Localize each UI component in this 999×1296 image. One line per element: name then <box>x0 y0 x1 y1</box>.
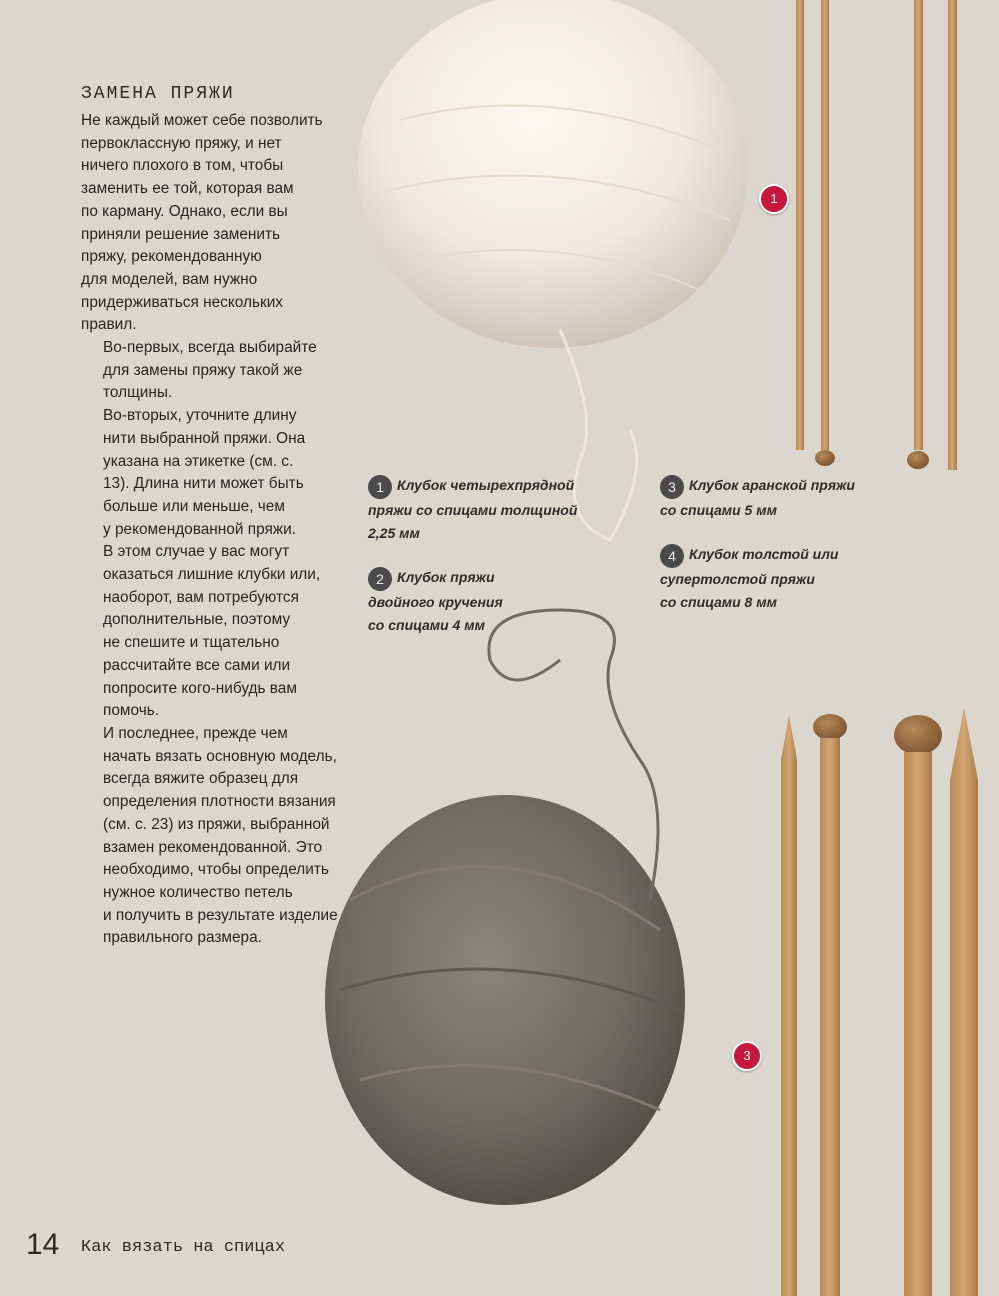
text-line: заменить ее той, которая вам <box>81 180 294 198</box>
caption-line <box>368 474 577 499</box>
article-paragraph <box>81 110 353 337</box>
thin-needles <box>796 0 957 470</box>
text-line: и получить в результате изделие <box>103 906 338 924</box>
text-line: Во-вторых, уточните длину <box>103 407 297 425</box>
text-line: рассчитайте все сами или <box>103 656 291 674</box>
caption-text: Клубок толстой или <box>689 546 839 562</box>
caption-number-badge: 1 <box>368 475 392 499</box>
text-line: нужное количество петель <box>103 883 293 901</box>
text-line: наоборот, вам потребуются <box>103 588 299 606</box>
text-line: правил. <box>81 316 137 334</box>
caption-line: со спицами 8 мм <box>660 594 777 610</box>
text-line: указана на этикетке (см. с. <box>103 452 294 470</box>
text-line: определения плотности вязания <box>103 793 336 811</box>
text-line: помочь. <box>103 702 160 720</box>
text-line: (см. с. 23) из пряжи, выбранной <box>103 815 330 833</box>
gray-yarn-ball <box>325 610 685 1205</box>
caption-line <box>660 474 855 499</box>
photo-marker-1: 1 <box>759 184 789 214</box>
caption-4 <box>660 543 839 614</box>
text-line: нити выбранной пряжи. Она <box>103 429 306 447</box>
text-line: начать вязать основную модель, <box>103 747 337 765</box>
text-line: больше или меньше, чем <box>103 497 285 515</box>
caption-line: супертолстой пряжи <box>660 571 815 587</box>
caption-2 <box>368 566 503 637</box>
text-line: первоклассную пряжу, и нет <box>81 134 282 152</box>
caption-line <box>660 543 839 568</box>
text-line: взамен рекомендованной. Это <box>103 838 323 856</box>
text-line: всегда вяжите образец для <box>103 770 299 788</box>
text-line: необходимо, чтобы определить <box>103 861 329 879</box>
caption-1 <box>368 474 577 545</box>
photo-marker-3: 3 <box>732 1041 762 1071</box>
article-paragraph <box>81 337 353 405</box>
text-line: Не каждый может себе позволить <box>81 112 323 129</box>
running-head: Как вязать на спицах <box>81 1238 286 1257</box>
caption-line: со спицами 4 мм <box>368 617 485 633</box>
article-body <box>81 110 353 950</box>
article-paragraph <box>81 723 353 950</box>
caption-3 <box>660 474 855 522</box>
article-paragraph <box>81 405 353 723</box>
text-line: попросите кого-нибудь вам <box>103 679 297 697</box>
text-line: у рекомендованной пряжи. <box>103 520 296 538</box>
caption-line: двойного кручения <box>368 594 503 610</box>
caption-text: Клубок четырехпрядной <box>397 477 575 493</box>
caption-line: 2,25 мм <box>368 525 420 541</box>
text-line: придерживаться нескольких <box>81 293 283 311</box>
text-line: оказаться лишние клубки или, <box>103 566 321 584</box>
white-yarn-ball <box>358 0 748 540</box>
caption-line: со спицами 5 мм <box>660 502 777 518</box>
text-line: для замены пряжу такой же <box>103 361 303 379</box>
text-line: по карману. Однако, если вы <box>81 202 288 220</box>
text-line: 13). Длина нити может быть <box>103 475 304 493</box>
page-number: 14 <box>26 1228 60 1261</box>
text-line: толщины. <box>103 384 173 402</box>
text-line: дополнительные, поэтому <box>103 611 291 629</box>
text-line: правильного размера. <box>103 929 262 947</box>
caption-number-badge: 3 <box>660 475 684 499</box>
text-line: приняли решение заменить <box>81 225 281 243</box>
text-line: Во-первых, всегда выбирайте <box>103 339 317 357</box>
text-line: не спешите и тщательно <box>103 634 280 652</box>
text-line: В этом случае у вас могут <box>103 543 290 561</box>
caption-number-badge: 2 <box>368 567 392 591</box>
text-line: И последнее, прежде чем <box>103 724 288 742</box>
caption-number-badge: 4 <box>660 544 684 568</box>
text-line: пряжу, рекомендованную <box>81 248 262 266</box>
text-line: ничего плохого в том, чтобы <box>81 157 284 175</box>
caption-line <box>368 566 503 591</box>
article-title: ЗАМЕНА ПРЯЖИ <box>81 84 235 104</box>
caption-line: пряжи со спицами толщиной <box>368 502 578 518</box>
thick-needles <box>781 708 978 1296</box>
caption-text: Клубок аранской пряжи <box>689 477 855 493</box>
caption-text: Клубок пряжи <box>397 569 495 585</box>
text-line: для моделей, вам нужно <box>81 270 258 288</box>
